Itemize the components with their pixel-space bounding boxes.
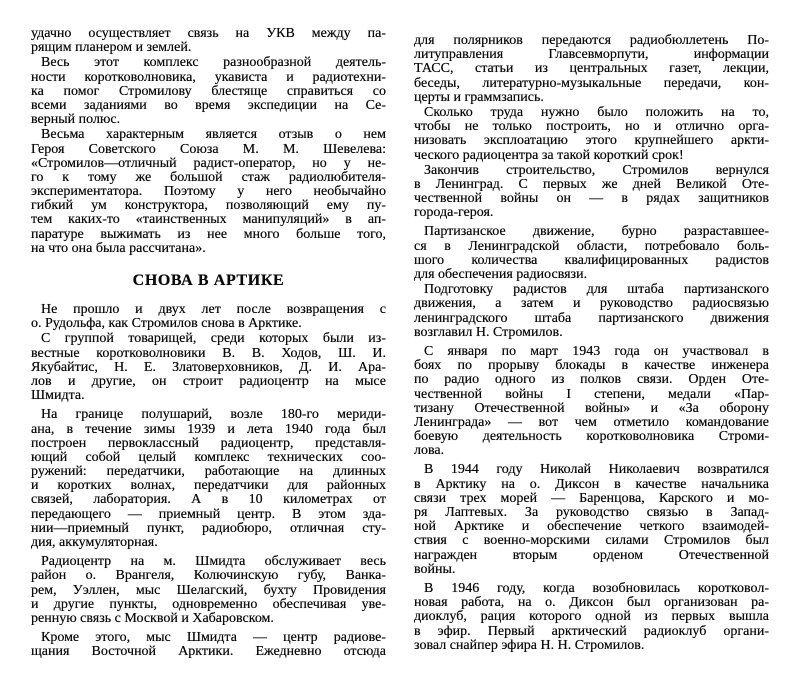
text-line: связи трех морей — Баренцова, Карского и мо- bbox=[414, 490, 769, 506]
text-line: чественной войны I степени, медали «Пар- bbox=[414, 386, 769, 402]
paragraph bbox=[31, 128, 386, 256]
paragraph bbox=[414, 106, 769, 163]
text-line: и коротких волнах, передатчики для районных bbox=[31, 478, 386, 494]
text-line: боях по прорыву блокады в качестве инженера bbox=[414, 358, 769, 374]
text-line: Весьма характерным является отзыв о нем bbox=[41, 127, 386, 143]
text-line: На границе полушарий, возле 180-го мериди- bbox=[41, 407, 386, 423]
text-line: по радио одного из полков связи. Орден Оте- bbox=[414, 372, 769, 388]
text-line: ной Арктике и обеспечение четкого взаимодей- bbox=[414, 519, 769, 535]
text-line: связей, лаборатория. А в 10 километрах от bbox=[31, 492, 386, 508]
text-line: экспериментатора. Поэтому у него необычайно bbox=[31, 184, 386, 200]
text-line: ка помог Стромилову блестяще справиться со bbox=[31, 83, 386, 99]
text-line: возглавил Н. Стромилов. bbox=[414, 324, 563, 340]
text-line: паратуре выжимать из нее много больше того, bbox=[31, 226, 386, 242]
text-line: верный полюс. bbox=[31, 112, 121, 128]
paragraph bbox=[31, 303, 386, 331]
paragraph bbox=[31, 631, 386, 659]
paragraph bbox=[414, 164, 769, 221]
text-line: новая работа, на о. Диксон был организован ра- bbox=[414, 595, 769, 611]
text-line: вестные коротковолновики В. В. Ходов, Ш. И. bbox=[31, 345, 386, 361]
text-line: чтобы не только построить, но и отлично орга- bbox=[414, 119, 769, 135]
text-line: и другие пункты, одновременно обеспечивая уве- bbox=[31, 596, 386, 612]
text-line: ся в Ленинградской области, потребовало боль- bbox=[414, 238, 769, 254]
text-line: церты и граммзапись. bbox=[414, 89, 544, 105]
text-line: Радиоцентр на м. Шмидта обслуживает весь bbox=[41, 554, 386, 570]
text-line: Весь этот комплекс разнообразной деятель- bbox=[41, 55, 386, 71]
text-line: на что она была рассчитана». bbox=[31, 240, 206, 256]
text-line: ленинградского штаба партизанского движения bbox=[414, 310, 769, 326]
text-line: литуправления Главсевморпути, информации bbox=[414, 47, 769, 63]
paragraph bbox=[414, 463, 769, 577]
text-line: удачно осуществляет связь на УКВ между па- bbox=[31, 26, 386, 41]
text-line: тем каких-то «таинственных манипуляций» в ап- bbox=[31, 212, 386, 228]
paragraph bbox=[414, 34, 769, 105]
text-line: го к тому же большой стаж радиолюбителя- bbox=[31, 169, 386, 185]
text-line: Ленинграда» — вот чем отметило командование bbox=[414, 414, 769, 430]
text-line: Сколько труда нужно было положить на то, bbox=[424, 104, 769, 120]
text-line: нии—приемный пункт, радиобюро, отличная сту- bbox=[31, 520, 386, 536]
text-line: ружений: передатчики, работающие на длинных bbox=[31, 464, 386, 480]
text-line: рем, Уэллен, мыс Шелагский, бухту Провидения bbox=[31, 582, 386, 598]
text-line: Закончив строительство, Стромилов вернулся bbox=[424, 162, 769, 178]
text-line: зовал снайпер эфира Н. Н. Стромилов. bbox=[414, 637, 645, 653]
paragraph bbox=[31, 56, 386, 127]
paragraph bbox=[31, 332, 386, 403]
text-line: район о. Врангеля, Колючинскую губу, Ванка- bbox=[31, 568, 386, 584]
text-line: Подготовку радистов для штаба партизанского bbox=[424, 282, 769, 298]
paragraph bbox=[414, 582, 769, 653]
paragraph bbox=[31, 27, 386, 55]
text-line: Шмидта. bbox=[31, 388, 85, 404]
text-line: для обеспечения радиосвязи. bbox=[414, 267, 588, 282]
right-column bbox=[414, 33, 769, 653]
text-line: награжден вторым орденом Отечественной bbox=[414, 547, 769, 563]
text-line: чественной войны он — в рядах защитников bbox=[414, 191, 769, 207]
text-line: лов и другие, он строит радиоцентр на мысе bbox=[31, 373, 386, 389]
text-line: ческого радиоцентра за такой короткий срок! bbox=[414, 147, 684, 163]
text-line: Героя Советского Союза М. М. Шевелева: bbox=[31, 141, 386, 157]
text-line: щания Восточной Арктики. Ежедневно отсюда bbox=[31, 644, 386, 660]
text-line: ствия с военно-морскими силами Стромилов был bbox=[414, 533, 769, 549]
text-line: о. Рудольфа, как Стромилов снова в Арктике. bbox=[31, 316, 302, 332]
text-line: тизану Отечественной войны» и «За оборону bbox=[414, 400, 769, 416]
text-line: шого количества квалифицированных радистов bbox=[414, 252, 769, 268]
text-line: всеми заданиями во время экспедиции на Се- bbox=[31, 97, 386, 113]
text-line: В 1944 году Николай Николаевич возвратился bbox=[424, 462, 769, 478]
text-line: ана, в течение зимы 1939 и лета 1940 года был bbox=[31, 421, 386, 437]
paragraph bbox=[414, 225, 769, 282]
right-column-text bbox=[414, 34, 769, 653]
paragraph bbox=[414, 283, 769, 340]
text-line: гибкий ум конструктора, позволяющий ему пу- bbox=[31, 198, 386, 214]
paragraph bbox=[31, 408, 386, 550]
left-section-text bbox=[31, 303, 386, 660]
text-line: Партизанское движение, бурно разраставшее- bbox=[424, 224, 769, 240]
paragraph bbox=[31, 555, 386, 626]
text-line: Кроме этого, мыс Шмидта — центр радиове- bbox=[41, 630, 386, 646]
text-line: В 1946 году, когда возобновилась коротковол- bbox=[424, 580, 769, 596]
text-line: города-героя. bbox=[414, 205, 494, 221]
text-line: движения, а затем и руководство радиосвязью bbox=[414, 296, 769, 312]
text-line: низовать эксплоатацию этого крупнейшего аркти- bbox=[414, 133, 769, 149]
paragraph bbox=[414, 345, 769, 459]
text-line: диоклуб, рация которого одной из первых вышла bbox=[414, 609, 769, 625]
text-line: ТАСС, статьи из центральных газет, лекции, bbox=[414, 61, 769, 77]
section-heading: СНОВА В АРТИКЕ bbox=[132, 272, 285, 289]
left-top-text bbox=[31, 27, 386, 256]
text-line: ря Лаптевых. За руководство связью в Запад- bbox=[414, 505, 769, 520]
text-line: С группой товарищей, среди которых были из- bbox=[41, 331, 386, 347]
left-column bbox=[31, 26, 386, 660]
text-line: лова. bbox=[414, 443, 445, 459]
text-line: Якубайтис, Н. Е. Златоверховников, Д. И. Ара- bbox=[31, 359, 386, 375]
text-line: ющий собой целый комплекс технических соо- bbox=[31, 449, 386, 465]
text-line: «Стромилов—отличный радист-оператор, но у не- bbox=[31, 155, 386, 171]
text-line: в Арктику на о. Диксон в качестве начальника bbox=[414, 476, 769, 492]
text-line: С января по март 1943 года он участвовал в bbox=[424, 343, 769, 359]
text-line: рящим планером и землей. bbox=[31, 40, 192, 56]
text-line: Не прошло и двух лет после возвращения с bbox=[41, 302, 386, 317]
text-line: ренную связь с Москвой и Хабаровском. bbox=[31, 610, 274, 626]
text-line: ности коротковолновика, укависта и радиотехни- bbox=[31, 69, 386, 85]
text-line: передающего — приемный центр. В этом зда- bbox=[31, 506, 386, 522]
text-line: беседы, литературно-музыкальные передачи, кон- bbox=[414, 75, 769, 91]
text-line: для полярников передаются радиобюллетень По- bbox=[414, 33, 769, 48]
text-line: построен первоклассный радиоцентр, представля- bbox=[31, 435, 386, 451]
text-line: в эфир. Первый арктический радиоклуб органи- bbox=[414, 623, 769, 639]
text-line: войны. bbox=[414, 561, 456, 577]
text-line: дия, аккумуляторная. bbox=[31, 535, 158, 550]
text-line: в Ленинград. С первых же дней Великой Оте- bbox=[414, 176, 769, 192]
text-line: боевую деятельность коротковолновика Строми- bbox=[414, 429, 769, 445]
